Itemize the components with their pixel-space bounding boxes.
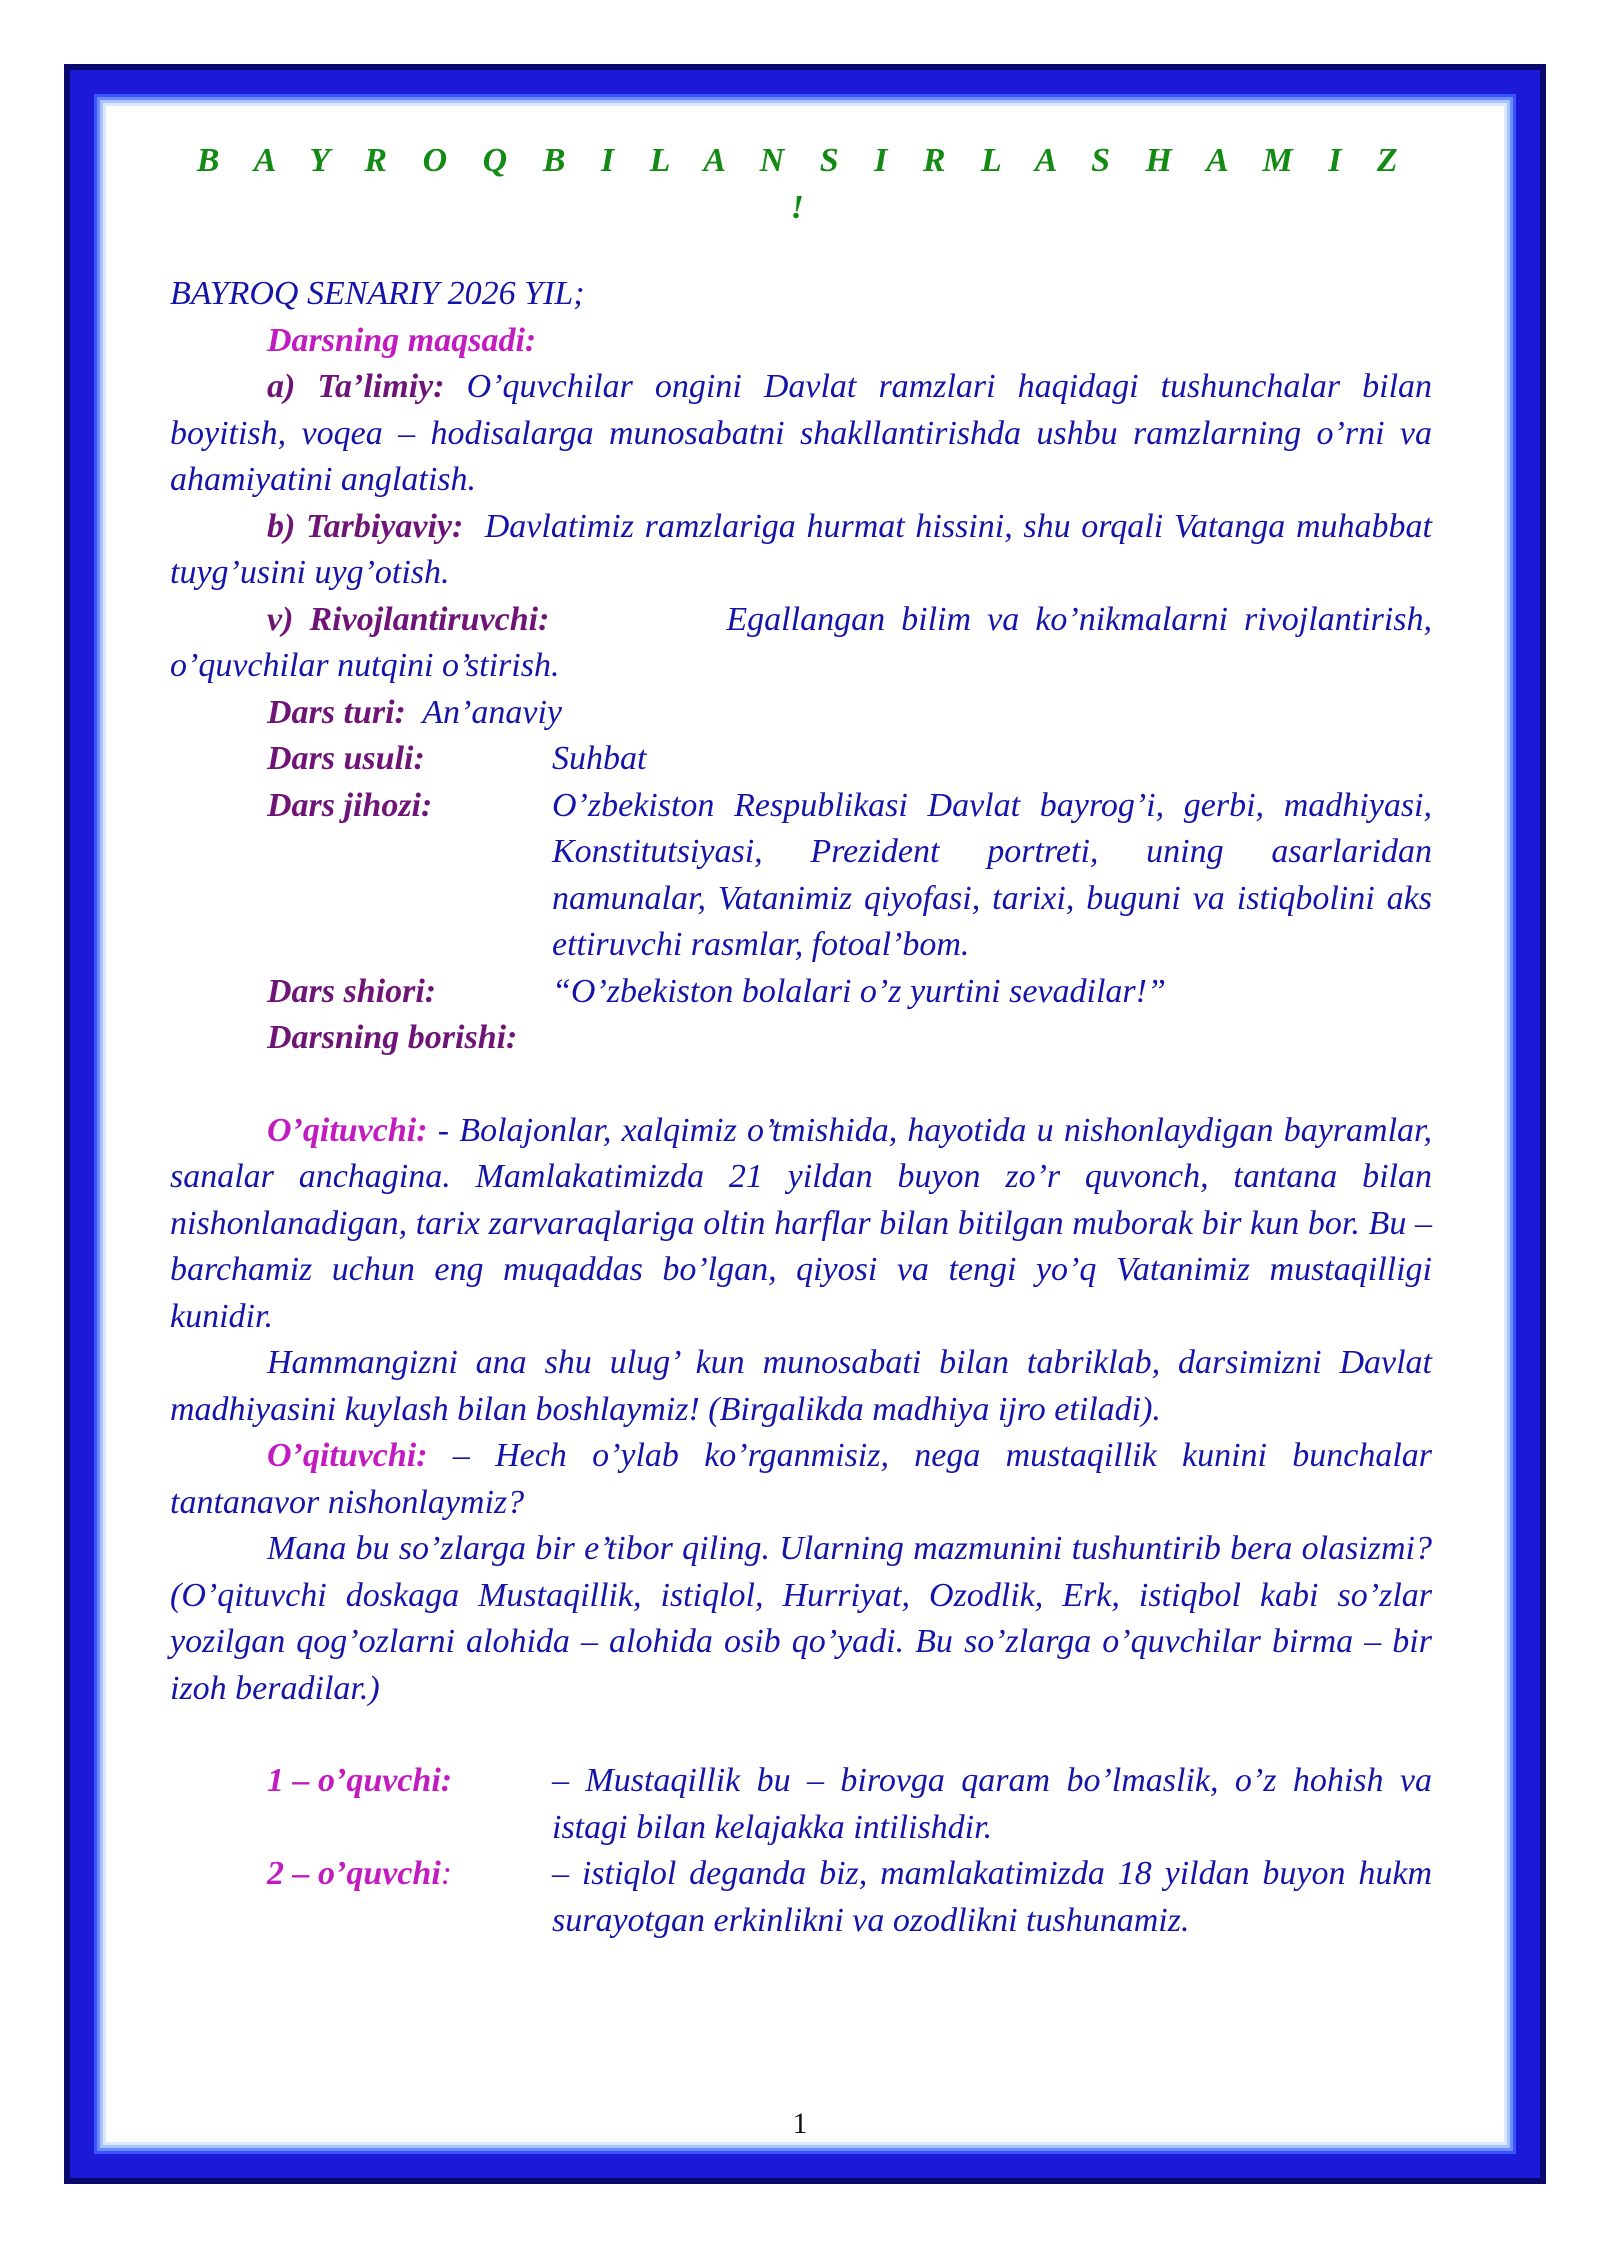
lesson-motto-value: “O’zbekiston bolalari o’z yurtini sevadilar!” — [552, 972, 1166, 1010]
lesson-type-value: An’anaviy — [422, 693, 562, 731]
student-text: – istiqlol deganda biz, mamlakatimizda 18 yildan buyon hukm surayotgan erkinlikni va ozodlikni tushunamiz. — [552, 1855, 1432, 1939]
scenario-line: BAYROQ SENARIY 2026 YIL; — [170, 275, 585, 312]
teacher-label: O’qituvchi: — [267, 1111, 428, 1149]
spacer — [170, 1712, 1432, 1758]
teacher-label: O’qituvchi: — [267, 1437, 428, 1474]
student-answer-2 — [170, 1851, 1432, 1944]
goal-educational — [170, 364, 1432, 504]
lesson-equipment-label: Dars jihozi: — [267, 786, 433, 824]
student-text: – Mustaqillik bu – birovga qaram bo’lmaslik, o’z hohish va istagi bilan kelajakka intilishdir. — [552, 1762, 1432, 1846]
goal-heading: Darsning maqsadi: — [267, 321, 537, 359]
document-body — [170, 138, 1432, 1944]
student-label-wrap — [170, 1851, 552, 1944]
lesson-equipment-value: O’zbekiston Respublikasi Davlat bayrog’i, gerbi, madhiyasi, Konstitutsiyasi, Prezident portreti, uning asarlaridan namunalar, Vatanimiz qiyofasi, tarixi, buguni va istiqbolini aks ettiruvchi rasmlar, fotoal’bom. — [552, 786, 1432, 963]
lesson-type-label: Dars turi: — [267, 693, 406, 731]
student-answer-1 — [170, 1758, 1432, 1851]
goal-developmental — [170, 597, 1432, 690]
teacher-speech-1b: Hammangizni ana shu ulug’ kun munosabati bilan tabriklab, darsimizni Davlat madhiyasini kuylash bilan boshlaymiz! (Birgalikda madhiya ijro etiladi). — [170, 1344, 1432, 1428]
goal-text: Davlatimiz ramzlariga hurmat hissini, shu orqali Vatanga muhabbat tuyg’usini uyg’otish. — [170, 507, 1432, 591]
spacer — [170, 1062, 1432, 1108]
lesson-motto — [170, 969, 1432, 1016]
lesson-method — [170, 736, 1432, 783]
goal-upbringing — [170, 504, 1432, 597]
lesson-method-value: Suhbat — [552, 740, 647, 777]
goal-label: a) Ta’limiy: — [267, 368, 445, 405]
student-label-colon: : — [440, 1855, 453, 1892]
lesson-type — [170, 690, 1432, 737]
teacher-speech-2 — [170, 1433, 1432, 1526]
progress-heading: Darsning borishi: — [267, 1019, 518, 1056]
page-number: 1 — [792, 2107, 808, 2140]
teacher-speech-1 — [170, 1108, 1432, 1341]
teacher-text: - Bolajonlar, xalqimiz o’tmishida, hayotida u nishonlaydigan bayramlar, sanalar anchagina. Mamlakatimizda 21 yildan buyon zo’r quvonch, tantana bilan nishonlanadigan, tarix zarvaraqlariga oltin harflar bilan bitilgan muborak bir kun bor. Bu – barchamiz uchun eng muqaddas bo’lgan, qiyosi va tengi yo’q Vatanimiz mustaqilligi kunidir. — [170, 1111, 1432, 1335]
goal-text: Egallangan bilim va ko’nikmalarni rivojlantirish, o’quvchilar nutqini o’stirish. — [170, 600, 1432, 684]
student-label: 1 – o’quvchi: — [267, 1762, 453, 1799]
lesson-method-label: Dars usuli: — [267, 740, 425, 777]
teacher-text: – Hech o’ylab ko’rganmisiz, nega mustaqillik kunini bunchalar tantanavor nishonlaymiz? — [170, 1437, 1432, 1521]
student-label: 2 – o’quvchi — [267, 1855, 441, 1892]
goal-label: b) Tarbiyaviy: — [267, 507, 464, 545]
lesson-equipment — [170, 783, 1432, 969]
teacher-speech-2b: Mana bu so’zlarga bir e’tibor qiling. Ularning mazmunini tushuntirib bera olasizmi? (O’qituvchi doskaga Mustaqillik, istiqlol, Hurriyat, Ozodlik, Erk, istiqbol kabi so’zlar yozilgan qog’ozlarni alohida – alohida osib qo’yadi. Bu so’zlarga o’quvchilar birma – bir izoh beradilar.) — [170, 1530, 1432, 1707]
goal-text: O’quvchilar ongini Davlat ramzlari haqidagi tushunchalar bilan boyitish, voqea – hodisalarga munosabatni shakllantirishda ushbu ramzlarning o’rni va ahamiyatini anglatish. — [170, 368, 1433, 498]
goal-label: v) Rivojlantiruvchi: — [267, 600, 550, 638]
lesson-motto-label: Dars shiori: — [267, 972, 437, 1010]
document-title: B A Y R O Q B I L A N S I R L A S H A M I Z ! — [196, 142, 1412, 226]
